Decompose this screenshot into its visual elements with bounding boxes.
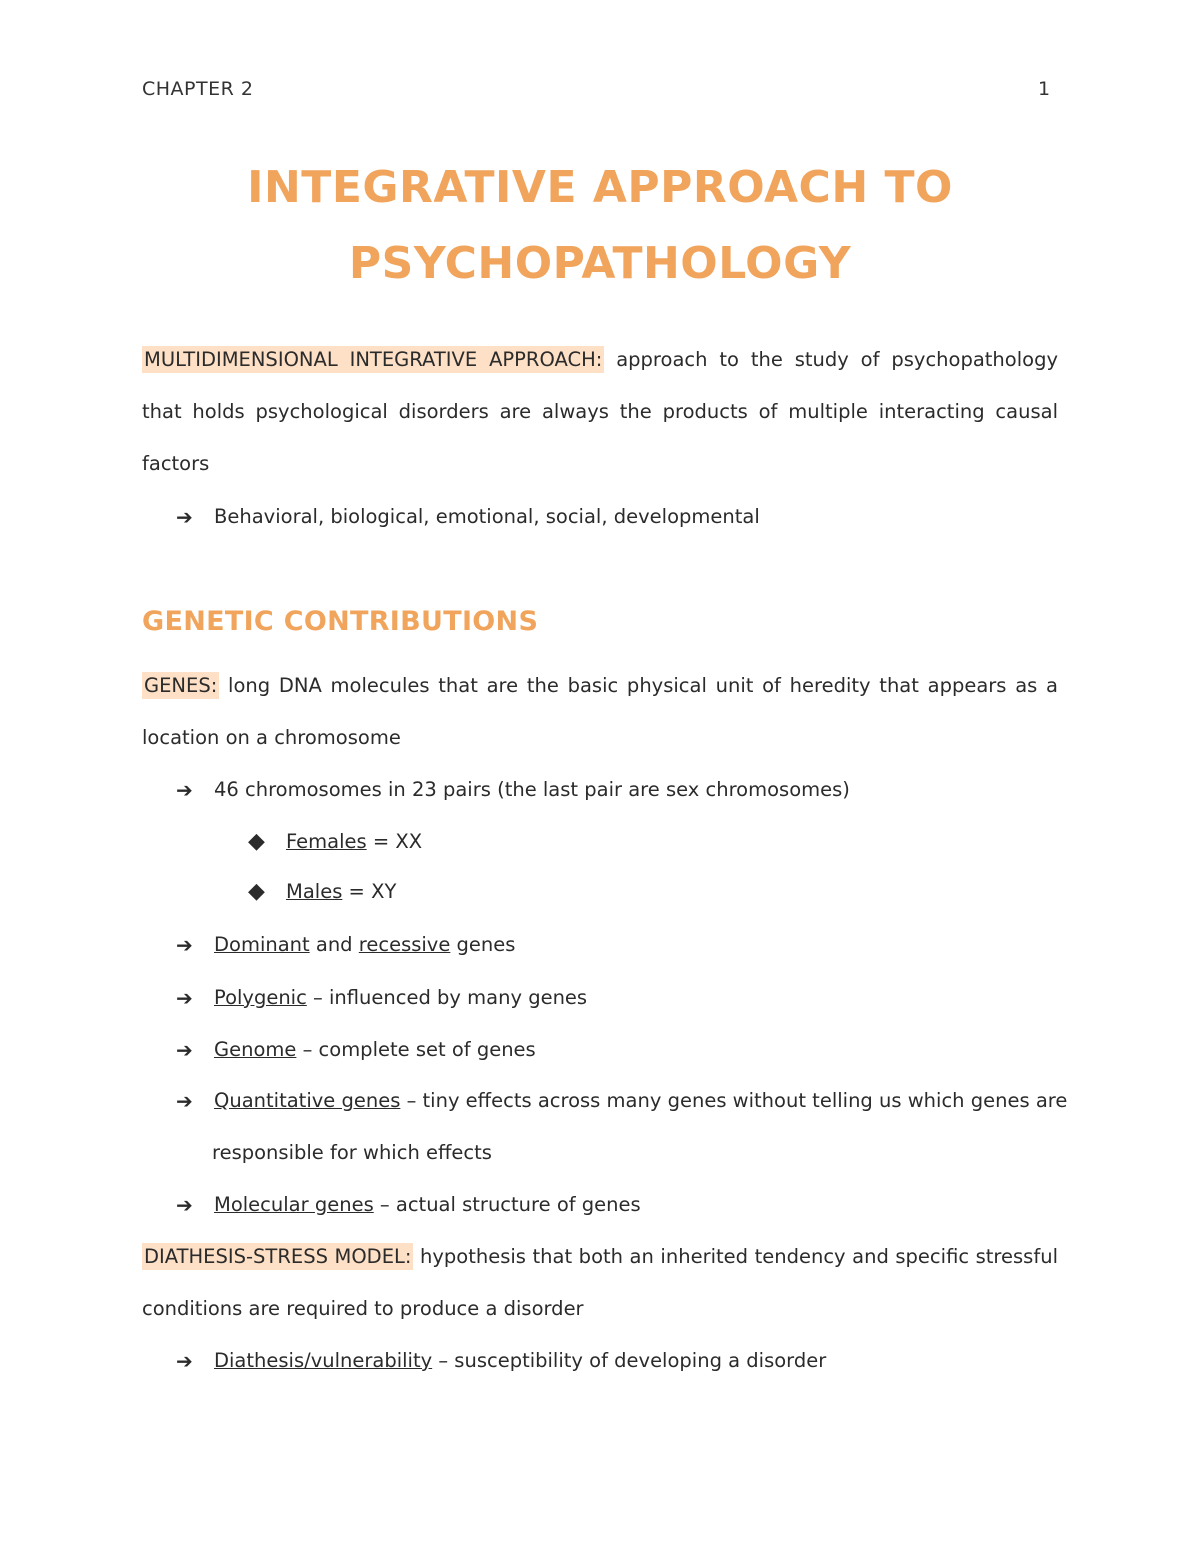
- arrow-icon: ➔: [176, 505, 193, 529]
- females-text: = XX: [366, 830, 423, 853]
- genes-term: GENES:: [144, 674, 218, 697]
- multidimensional-term: MULTIDIMENSIONAL INTEGRATIVE APPROACH:: [144, 348, 603, 371]
- chapter-header: CHAPTER 2: [142, 78, 254, 100]
- males-term: Males: [286, 880, 343, 903]
- multidimensional-definition: [142, 334, 1058, 490]
- multidimensional-text: approach to the study of psychopathology that holds psychological disorders are always the products of multiple interacting causal factors: [142, 348, 1058, 475]
- page-number: 1: [1038, 78, 1051, 100]
- genes-definition: [142, 660, 1058, 764]
- section-heading-genetic: GENETIC CONTRIBUTIONS: [142, 606, 539, 637]
- polygenic-term: Polygenic: [214, 986, 307, 1009]
- diathesis-term: DIATHESIS-STRESS MODEL:: [144, 1245, 412, 1268]
- title-line-1: INTEGRATIVE APPROACH TO: [247, 162, 953, 213]
- factors-list: Behavioral, biological, emotional, social, developmental: [214, 505, 760, 528]
- females-term: Females: [286, 830, 367, 853]
- dominant-term: Dominant: [214, 933, 310, 956]
- diamond-icon: ◆: [248, 879, 265, 904]
- quantitative-text: – tiny effects across many genes without telling us which genes are: [400, 1089, 1068, 1112]
- genome-term: Genome: [214, 1038, 297, 1061]
- diathesis-text: hypothesis that both an inherited tendency and specific stressful conditions are required to produce a disorder: [142, 1245, 1058, 1320]
- vulnerability-text: – susceptibility of developing a disorder: [432, 1349, 827, 1372]
- genome-text: – complete set of genes: [296, 1038, 536, 1061]
- arrow-icon: ➔: [176, 778, 193, 802]
- recessive-term: recessive: [358, 933, 451, 956]
- vulnerability-term: Diathesis/vulnerability: [214, 1349, 433, 1372]
- arrow-icon: ➔: [176, 933, 193, 957]
- arrow-icon: ➔: [176, 1349, 193, 1373]
- diamond-icon: ◆: [248, 829, 265, 854]
- title-line-2: PSYCHOPATHOLOGY: [348, 238, 852, 289]
- arrow-icon: ➔: [176, 1038, 193, 1062]
- polygenic-text: – influenced by many genes: [306, 986, 588, 1009]
- molecular-text: – actual structure of genes: [373, 1193, 641, 1216]
- arrow-icon: ➔: [176, 1193, 193, 1217]
- diathesis-definition: [142, 1231, 1058, 1335]
- page-title: [0, 150, 1200, 302]
- quantitative-continuation: responsible for which effects: [212, 1141, 492, 1164]
- molecular-term: Molecular genes: [214, 1193, 374, 1216]
- genes-text: long DNA molecules that are the basic physical unit of heredity that appears as a location on a chromosome: [142, 674, 1058, 749]
- quantitative-term: Quantitative genes: [214, 1089, 401, 1112]
- chromosomes-text: 46 chromosomes in 23 pairs (the last pair are sex chromosomes): [214, 778, 850, 801]
- arrow-icon: ➔: [176, 986, 193, 1010]
- males-text: = XY: [342, 880, 397, 903]
- arrow-icon: ➔: [176, 1089, 193, 1113]
- document-page: CHAPTER 2 1 INTEGRATIVE APPROACH TO PSYCHOPATHOLOGY MULTIDIMENSIONAL INTEGRATIVE APPROACH: approach to the study of psychopathology that holds psychological disorders are always the products of multiple interacting causal factors ➔ Behavioral, biological, emotional, social, developmental GENETIC CONTRIBUTIONS GENES: long DNA molecules that are the basic physical unit of heredity that appears as a location on a chromosome ➔ 46 chromosomes in 23 pairs (the last pair are sex chromosomes) ◆ Females = XX ◆ Males = XY ➔ Dominant and recessive genes ➔ Polygenic – influenced by many genes ➔ Genome – complete set of genes ➔ Quantitative genes – tiny effects across many genes without telling us which genes are responsible for which effects ➔ Molecular genes – actual structure of genes DIATHESIS-STRESS MODEL: hypothesis that both an inherited tendency and specific stressful conditions are required to produce a disorder ➔ Diathesis/vulnerability – susceptibility of developing a disorder: [0, 0, 1200, 1553]
